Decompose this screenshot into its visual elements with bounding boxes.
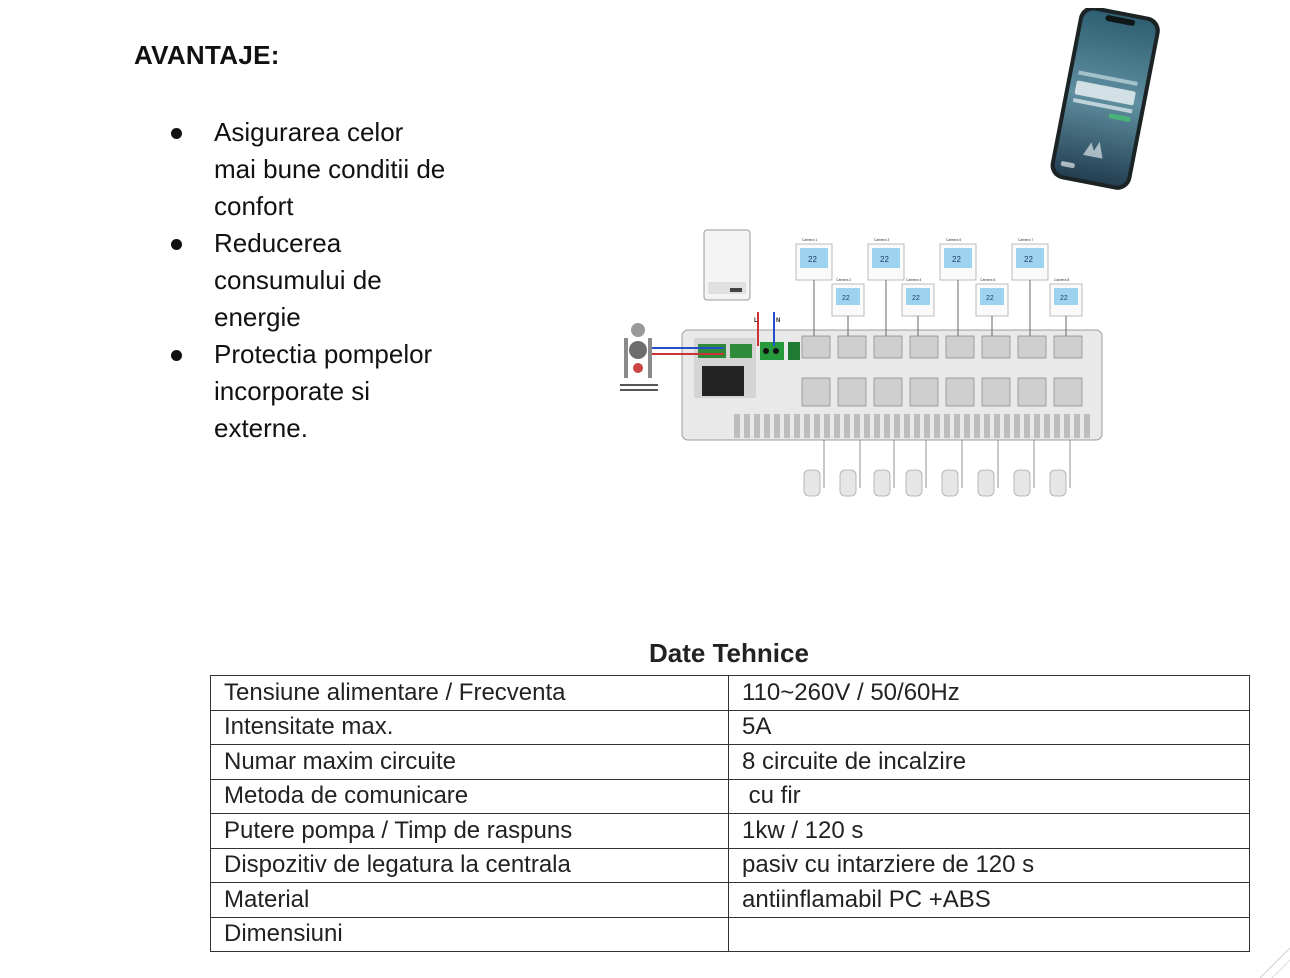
table-row (211, 814, 1250, 849)
param-cell: Dispozitiv de legatura la centrala (211, 848, 729, 883)
value-cell: 8 circuite de incalzire (729, 745, 1250, 780)
zone-label: Camera 4 (906, 278, 922, 282)
thermostat-icon (832, 284, 864, 336)
zone-label: Camera 8 (1054, 278, 1070, 282)
param-cell: Putere pompa / Timp de raspuns (211, 814, 729, 849)
param-cell: Metoda de comunicare (211, 779, 729, 814)
svg-text:22: 22 (1060, 295, 1068, 302)
value-cell: antiinflamabil PC +ABS (729, 883, 1250, 918)
table-row (211, 745, 1250, 780)
thermostat-icon (976, 284, 1008, 336)
zone-label: Camera 5 (946, 238, 962, 242)
value-cell: 1kw / 120 s (729, 814, 1250, 849)
thermostat-icon (940, 244, 976, 336)
terminal-label-l: L (754, 318, 758, 324)
param-cell: Dimensiuni (211, 917, 729, 952)
thermostat-icon (902, 284, 934, 336)
terminal-label-n: N (776, 318, 781, 324)
table-row (211, 848, 1250, 883)
advantages-heading: AVANTAJE: (134, 40, 280, 70)
actuator-icon (804, 470, 1066, 496)
list-item: Protectia pompelor incorporate si externe. (168, 336, 448, 447)
table-row (211, 710, 1250, 745)
svg-text:22: 22 (986, 295, 994, 302)
svg-text:22: 22 (952, 255, 961, 264)
zone-label: Camera 1 (802, 238, 818, 242)
param-cell: Material (211, 883, 729, 918)
value-cell (729, 917, 1250, 952)
svg-text:22: 22 (842, 295, 850, 302)
table-row (211, 676, 1250, 711)
param-cell: Numar maxim circuite (211, 745, 729, 780)
svg-text:22: 22 (1024, 255, 1033, 264)
svg-text:22: 22 (912, 295, 920, 302)
page-curl-icon (1250, 938, 1290, 978)
smartphone-image (1050, 8, 1160, 190)
thermostat-icon (1012, 244, 1048, 336)
bullet-icon (171, 350, 182, 361)
list-item: Asigurarea celor mai bune conditii de confort (168, 114, 448, 225)
param-cell: Tensiune alimentare / Frecventa (211, 676, 729, 711)
thermostat-icon (1050, 284, 1082, 336)
list-item: Reducerea consumului de energie (168, 225, 448, 336)
pump-icon (620, 323, 658, 391)
boiler-icon (704, 230, 750, 300)
svg-text:22: 22 (808, 255, 817, 264)
value-cell: pasiv cu intarziere de 120 s (729, 848, 1250, 883)
table-title: Date Tehnice (649, 638, 809, 668)
zone-label: Camera 3 (874, 238, 890, 242)
param-cell: Intensitate max. (211, 710, 729, 745)
thermostat-icon (868, 244, 904, 336)
table-row (211, 779, 1250, 814)
value-cell: 110~260V / 50/60Hz (729, 676, 1250, 711)
zone-label: Camera 6 (980, 278, 996, 282)
bullet-icon (171, 128, 182, 139)
thermostat-icon (796, 244, 832, 336)
value-cell: 5A (729, 710, 1250, 745)
zone-label: Camera 7 (1018, 238, 1034, 242)
table-row (211, 883, 1250, 918)
table-row (211, 917, 1250, 952)
wiring-diagram (612, 226, 1112, 501)
value-cell: cu fir (729, 779, 1250, 814)
svg-text:22: 22 (880, 255, 889, 264)
zone-label: Camera 2 (836, 278, 852, 282)
advantages-list (168, 114, 448, 447)
technical-data-table (210, 675, 1250, 952)
bullet-icon (171, 239, 182, 250)
